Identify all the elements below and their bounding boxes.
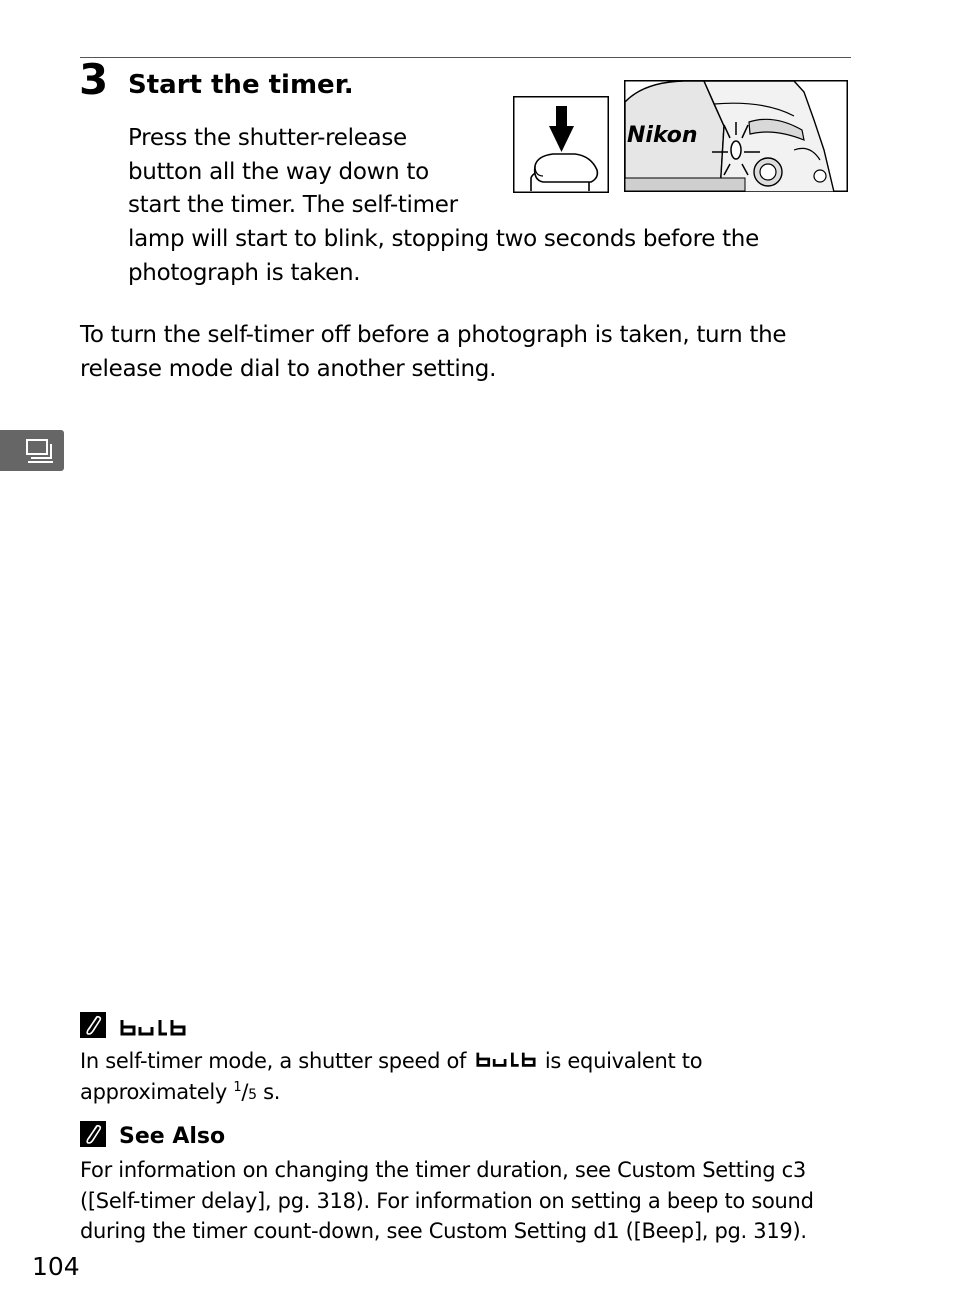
bulb-title	[119, 1016, 187, 1042]
bulb-lcd-inline	[473, 1047, 539, 1078]
paragraph-line: To turn the self-timer off before a photograph is taken, turn the	[80, 322, 787, 348]
bulb-lcd-glyph	[119, 1016, 187, 1038]
see-also-line: ([Self-timer delay], pg. 318). For information on setting a beep to sound	[80, 1188, 814, 1213]
fraction-numerator: 1	[233, 1080, 242, 1096]
step-number: 3	[79, 55, 109, 104]
bulb-note-line: In self-timer mode, a shutter speed of is equivalent to	[80, 1046, 840, 1077]
fraction-denominator: 5	[248, 1087, 257, 1104]
chapter-side-tab	[0, 430, 64, 471]
see-also-title: See Also	[119, 1124, 226, 1149]
shutter-press-illustration	[513, 96, 609, 193]
release-mode-icon	[26, 439, 54, 463]
top-rule	[80, 57, 851, 58]
step-body-line: start the timer. The self-timer	[128, 192, 458, 219]
step-body-line: Press the shutter-release	[128, 125, 407, 151]
paragraph-line: release mode dial to another setting.	[80, 355, 497, 382]
note-icon	[80, 1121, 106, 1147]
step-title: Start the timer.	[128, 70, 354, 100]
brand-logo: Nikon	[627, 123, 698, 148]
bulb-note-body	[80, 1046, 840, 1111]
see-also-line: For information on changing the timer duration, see Custom Setting c3	[80, 1158, 806, 1182]
step-body-line: button all the way down to	[128, 158, 429, 185]
note-icon	[80, 1012, 106, 1038]
bulb-note-line: approximately $^1$/5 s.	[80, 1080, 281, 1105]
see-also-line: during the timer count-down, see Custom Setting d1 ([Beep], pg. 319).	[80, 1219, 807, 1243]
camera-front-illustration	[624, 80, 848, 192]
step-body-line: photograph is taken.	[128, 259, 361, 286]
step-body-line: lamp will start to blink, stopping two seconds before the	[128, 226, 759, 253]
page-number: 104	[32, 1252, 80, 1281]
see-also-body	[80, 1155, 840, 1247]
paragraph	[80, 319, 840, 386]
